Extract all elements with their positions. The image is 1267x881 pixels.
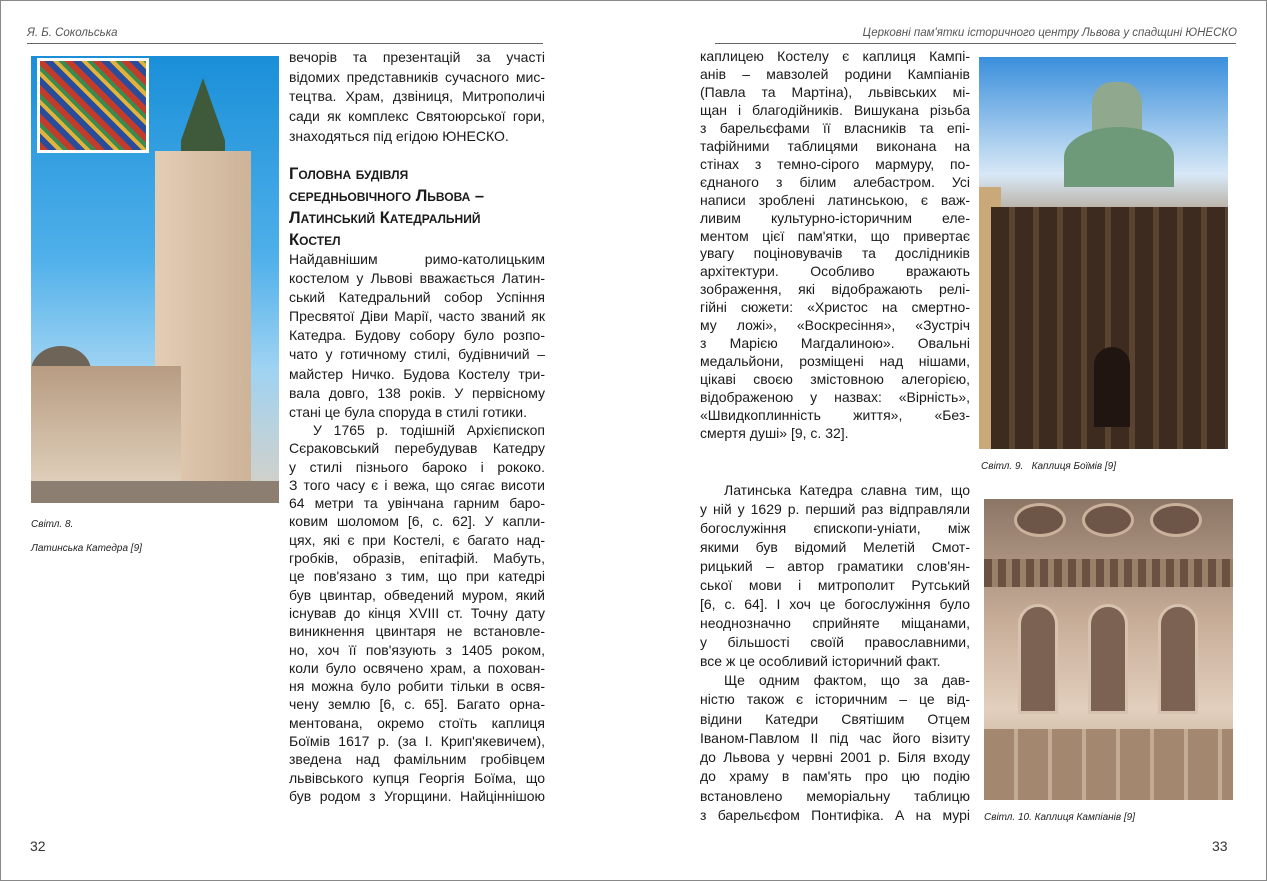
text-line: медальйони, розміщені над нішами, <box>700 353 970 370</box>
text-line: Латинський Катедральний <box>289 209 481 227</box>
text-line: но, хоч її пов'язують з 1405 роком, <box>289 641 545 658</box>
left-para-3 <box>289 421 545 805</box>
text-line: у стилі пізнього бароко і рококо. <box>289 458 545 475</box>
text-line: єднаного з білим алебастром. Усі <box>700 173 970 190</box>
text-line: ментом цієї пам'ятки, що привертає <box>700 227 970 244</box>
tower-spire <box>181 78 225 156</box>
text-line: ський Катедральний собор Успіння <box>289 289 545 306</box>
text-line: 64 метри та увінчана гарним баро- <box>289 495 545 512</box>
text-line: це пов'язано з тим, що при катедрі <box>289 568 545 585</box>
stained-glass-inset <box>37 58 149 153</box>
text-line: Ще одним фактом, що за дав- <box>724 672 970 688</box>
photo-kampian-chapel <box>984 499 1233 800</box>
text-line: Пресвятої Діви Марії, часто званий як <box>289 308 545 325</box>
text-line: ської мови і митрополит Рутський <box>700 577 970 593</box>
text-line: львівського купця Георгія Боїма, що <box>289 769 545 786</box>
text-line: існував до кінця XVIII ст. Точну дату <box>289 604 545 621</box>
text-line: ливим культурно-історичним еле- <box>700 209 970 226</box>
text-line: Головна будівля <box>289 165 409 183</box>
text-line: ністю також є історичним – це від- <box>700 691 970 708</box>
text-line: увагу поціновувачів та дослідників <box>700 245 970 262</box>
green-dome <box>1064 127 1174 187</box>
niche-relief <box>1018 604 1058 714</box>
left-para-2 <box>289 250 545 422</box>
medallion <box>1150 503 1202 537</box>
text-line: до храму в пам'ять про цю подію <box>700 768 970 785</box>
figure-8-label: Світл. 8. <box>31 519 74 530</box>
text-line: з барельєфами її власників та епі- <box>700 119 970 136</box>
text-line: (Павла та Мартіна), львівських мі- <box>700 83 970 100</box>
figure-9-caption: Світл. 9. Каплиця Боїмів [9] <box>981 461 1117 472</box>
text-line: у ній у 1629 р. перший раз відправляли <box>700 501 970 517</box>
chapel-door <box>1094 347 1130 427</box>
text-line: з барельєфом Понтифіка. А на мурі <box>700 807 970 824</box>
text-line: ня можна було робити тільки в освя- <box>289 678 545 695</box>
text-line: вечорів та презентацій за участі <box>289 49 545 65</box>
text-line: зображення, які відображають релі- <box>700 281 970 298</box>
text-line: стані це була споруда в стилі готики. <box>289 403 528 420</box>
text-line: [6, с. 64]. І хоч це богослужіння було <box>700 596 970 612</box>
niche-relief <box>1088 604 1128 714</box>
text-line: відомих представників сучасного мис- <box>289 68 545 85</box>
text-line: виникнення цвинтаря не встановле- <box>289 623 545 640</box>
photo-boim-chapel <box>979 57 1228 449</box>
right-para-1 <box>700 48 970 443</box>
text-line: середньовічного Львова – <box>289 187 485 205</box>
text-line: неоднозначно сприйняте міщанами, <box>700 615 970 631</box>
street <box>31 481 279 503</box>
text-line: костелом у Львові вважається Латин- <box>289 270 545 287</box>
text-line: коли було освячено храм, а похован- <box>289 659 545 676</box>
niche-relief <box>1158 604 1198 714</box>
figure-8-caption: Латинська Катедра [9] <box>31 543 142 554</box>
text-line: зведена над фамільним гробівцем <box>289 751 545 768</box>
text-line: все ж це особливий історичний факт. <box>700 653 941 669</box>
text-line: вала довго, 138 років. У первісному <box>289 384 545 401</box>
text-line: стінах з темно-сірого мармуру, по- <box>700 155 970 172</box>
running-head-title: Церковні пам'ятки історичного центру Львова у спадщині ЮНЕСКО <box>862 27 1237 39</box>
text-line: цях, які є при Костелі, є багато над- <box>289 531 545 548</box>
text-line: анів – мавзолей родини Кампіанів <box>700 65 970 82</box>
text-line: чато у готичному стилі, будівничий – <box>289 346 545 363</box>
text-line: «Швидкоплинність життя», «Без- <box>700 407 970 424</box>
text-line: гробків, образів, епітафій. Мабуть, <box>289 550 545 567</box>
text-line: рицький – автор граматики слов'ян- <box>700 558 970 574</box>
text-line: був цвинтар, обведений муром, який <box>289 586 545 603</box>
header-rule-left <box>27 43 543 44</box>
text-line: написи зроблені латинською, є важ- <box>700 191 970 208</box>
running-head-author: Я. Б. Сокольська <box>27 27 118 39</box>
medallion <box>1014 503 1066 537</box>
text-line: му ложі», «Воскресіння», «Зустріч <box>700 317 970 334</box>
text-line: богослужіння єпископи-уніати, між <box>700 520 970 536</box>
text-line: з Марією Магдалиною». Овальні <box>700 335 970 352</box>
section-heading <box>289 163 549 251</box>
text-line: архітектури. Особливо вражають <box>700 263 970 280</box>
figure-10-caption: Світл. 10. Каплиця Кампіанів [9] <box>984 812 1135 823</box>
text-line: майстер Ничко. Будова Костелу три- <box>289 365 545 382</box>
text-line: Боїмів 1617 р. (за І. Крип'якевичем), <box>289 733 545 750</box>
right-para-2 <box>700 481 970 671</box>
text-line: гійні сюжети: «Христос на смертно- <box>700 299 970 316</box>
text-line: відображеною у назвах: «Вірність», <box>700 389 970 406</box>
text-line: у більшості своїй православними, <box>700 634 970 650</box>
wall-base <box>984 729 1233 800</box>
text-line: якими був відомий Мелетій Смот- <box>700 539 970 555</box>
page-number-left: 32 <box>30 838 46 854</box>
text-line: до Львова у червні 2001 р. Біля входу <box>700 749 970 766</box>
text-line: встановлено меморіальну таблицю <box>700 787 970 804</box>
text-line: відини Катедри Святішим Отцем <box>700 710 970 727</box>
text-line: цікаві своєю змістовною алегорією, <box>700 371 970 388</box>
photo-latin-cathedral <box>31 56 279 503</box>
text-line: був родом з Угорщини. Найціннішою <box>289 787 545 804</box>
text-line: тафійними таблицями виконана на <box>700 137 970 154</box>
text-line: У 1765 р. тодішній Архієпископ <box>313 422 545 438</box>
text-line: каплицею Костелу є каплиця Кампі- <box>700 48 970 64</box>
text-line: Костел <box>289 231 341 249</box>
text-line: З того часу є і вежа, що сягає висоти <box>289 476 545 493</box>
text-line: Сєраковський перебудував Катедру <box>289 440 545 457</box>
text-line: ментована, окремо стоїть каплиця <box>289 714 545 731</box>
text-line: чену землю [6, с. 65]. Багато орна- <box>289 696 545 713</box>
text-line: смертя душі» [9, с. 32]. <box>700 425 849 442</box>
text-line: сади як комплекс Святоюрської гори, <box>289 108 545 125</box>
text-line: ковим шоломом [6, с. 62]. У капли- <box>289 513 545 530</box>
text-line: Іваном-Павлом ІІ під час його візиту <box>700 729 970 746</box>
right-para-3 <box>700 671 970 825</box>
text-line: Найдавнішим римо-католицьким <box>289 251 545 267</box>
frieze <box>984 559 1233 587</box>
left-para-1 <box>289 48 545 147</box>
text-line: тецтва. Храм, дзвіниця, Митрополичі <box>289 88 545 105</box>
text-line: щан і благодійників. Вишукана різьба <box>700 101 970 118</box>
header-rule-right <box>715 43 1236 44</box>
text-line: Латинська Катедра славна тим, що <box>724 482 970 498</box>
text-line: знаходяться під егідою ЮНЕСКО. <box>289 127 509 144</box>
page-number-right: 33 <box>1212 838 1228 854</box>
medallion <box>1082 503 1134 537</box>
text-line: Катедра. Будову собору було розпо- <box>289 327 545 344</box>
